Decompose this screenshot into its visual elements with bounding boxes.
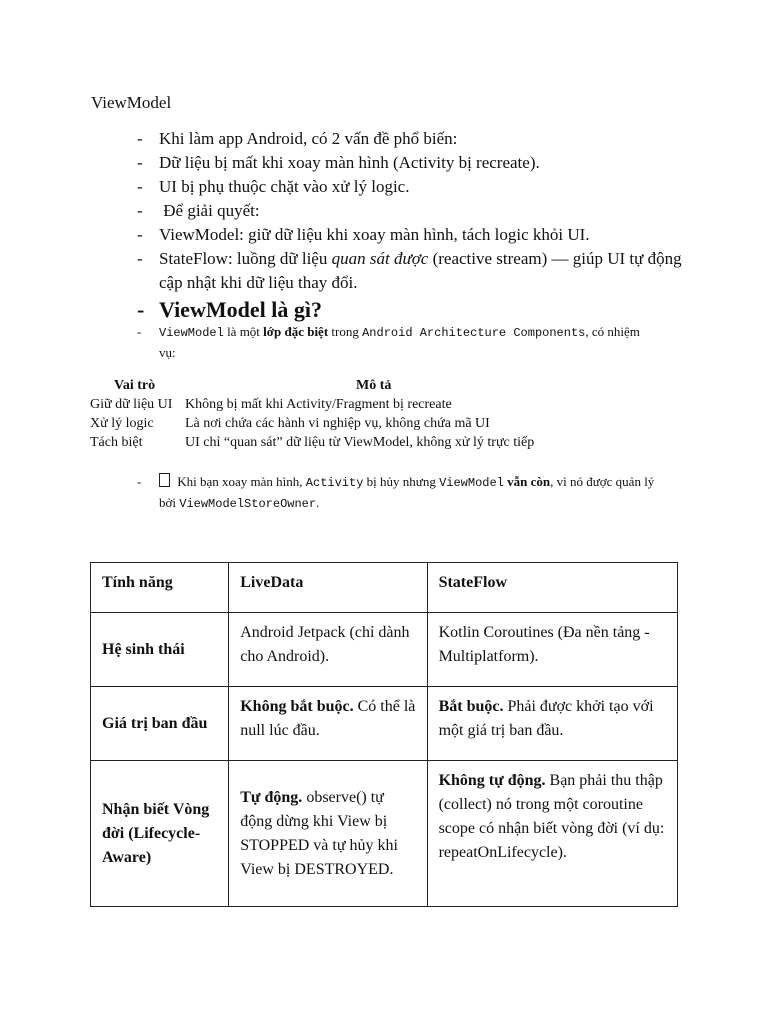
bullet-dash: - [137,474,142,489]
header-cell: StateFlow [427,563,677,613]
list-item: - Để giải quyết: [137,199,682,223]
table-row [91,761,678,907]
list-item: - Dữ liệu bị mất khi xoay màn hình (Activity bị recreate). [137,151,682,175]
bullet-dash: - [137,324,142,339]
feature-cell: Nhận biết Vòng đời (Lifecycle-Aware) [91,761,229,907]
header-cell: LiveData [229,563,427,613]
note-item: - Khi bạn xoay màn hình, Activity bị hủy nhưng ViewModel vẫn còn, vì nó được quản lý bởi ViewModelStoreOwner. [137,474,655,511]
livedata-cell: Android Jetpack (chỉ dành cho Android). [229,613,427,687]
stateflow-cell: Kotlin Coroutines (Đa nền tảng - Multiplatform). [427,613,677,687]
section-heading: - ViewModel là gì? [137,297,322,322]
table-header-row [91,563,678,613]
stateflow-list-item: - StateFlow: luồng dữ liệu quan sát được (reactive stream) — giúp UI tự động cập nhật khi dữ liệu thay đổi. [137,249,682,292]
table-row [91,613,678,687]
bullet-dash: - [137,201,143,220]
comparison-table [90,562,678,907]
document-page: ViewModel - Khi làm app Android, có 2 vấn đề phổ biến: - Dữ liệu bị mất khi xoay màn hình (Activity bị recreate). - UI bị phụ thuộc chặt vào xử lý logic. - Để giải quyết: - ViewModel: giữ dữ liệu khi xoay màn hình, tách logic khỏi UI. - StateFlow: luồng dữ liệu quan sát được (reactive stream) — giúp UI tự động cập nhật khi dữ liệu thay đổi. - ViewModel là gì? - ViewModel là một lớp đặc biệt trong Android Architecture Components, có nhiệm vụ: Vai trò Mô tả Giữ dữ liệu UI Không bị mất khi Activity/Fragment bị recreate Xử lý logic Là nơi chứa các hành vi nghiệp vụ, không chứa mã UI Tách biệt UI chỉ “quan sát” dữ liệu từ ViewModel, không xử lý trực tiếp - Khi bạn xoay màn hình, Activity bị hủy nhưng ViewModel vẫn còn, vì nó được quản lý bởi ViewModelStoreOwner. Tính năng LiveData StateFlow Hệ sinh thái Android Jetpack (chỉ dành cho Android). Kotlin Coroutines (Đa nền tảng - Multiplatform). Giá trị ban đầu Không bắt buộc. Có thể là null lúc đầu. Bắt buộc. Phải được khởi tạo với một giá trị ban đầu. Nhận biết Vòng đời (Lifecycle-Aware) Tự động. observe() tự động dừng khi View bị STOPPED và tự hủy khi View bị DESTROYED. Không tự động. Bạn phải thu thập (collect) nó trong một coroutine scope có nhận biết vòng đời (ví dụ: repeatOnLifecycle). [0,0,768,1024]
feature-cell: Hệ sinh thái [91,613,229,687]
bullet-dash: - [137,249,143,268]
bullet-dash: - [137,129,143,148]
definition-item: - ViewModel là một lớp đặc biệt trong Android Architecture Components, có nhiệm vụ: [137,324,640,360]
stateflow-cell: Bắt buộc. Phải được khởi tạo với một giá trị ban đầu. [427,687,677,761]
bullet-dash: - [137,225,143,244]
table-row [91,687,678,761]
feature-cell: Giá trị ban đầu [91,687,229,761]
bullet-dash: - [137,177,143,196]
list-item: - Khi làm app Android, có 2 vấn đề phổ biến: [137,127,682,151]
document-title: ViewModel [91,93,172,112]
list-item: - UI bị phụ thuộc chặt vào xử lý logic. [137,175,682,199]
bullet-dash: - [137,297,145,322]
list-item: - ViewModel: giữ dữ liệu khi xoay màn hình, tách logic khỏi UI. [137,223,682,247]
livedata-cell: Không bắt buộc. Có thể là null lúc đầu. [229,687,427,761]
missing-glyph-icon [159,473,170,487]
livedata-cell: Tự động. observe() tự động dừng khi View bị STOPPED và tự hủy khi View bị DESTROYED. [229,761,427,907]
stateflow-cell: Không tự động. Bạn phải thu thập (collect) nó trong một coroutine scope có nhận biết vòng đời (ví dụ: repeatOnLifecycle). [427,761,677,907]
bullet-dash: - [137,153,143,172]
header-cell: Tính năng [91,563,229,613]
